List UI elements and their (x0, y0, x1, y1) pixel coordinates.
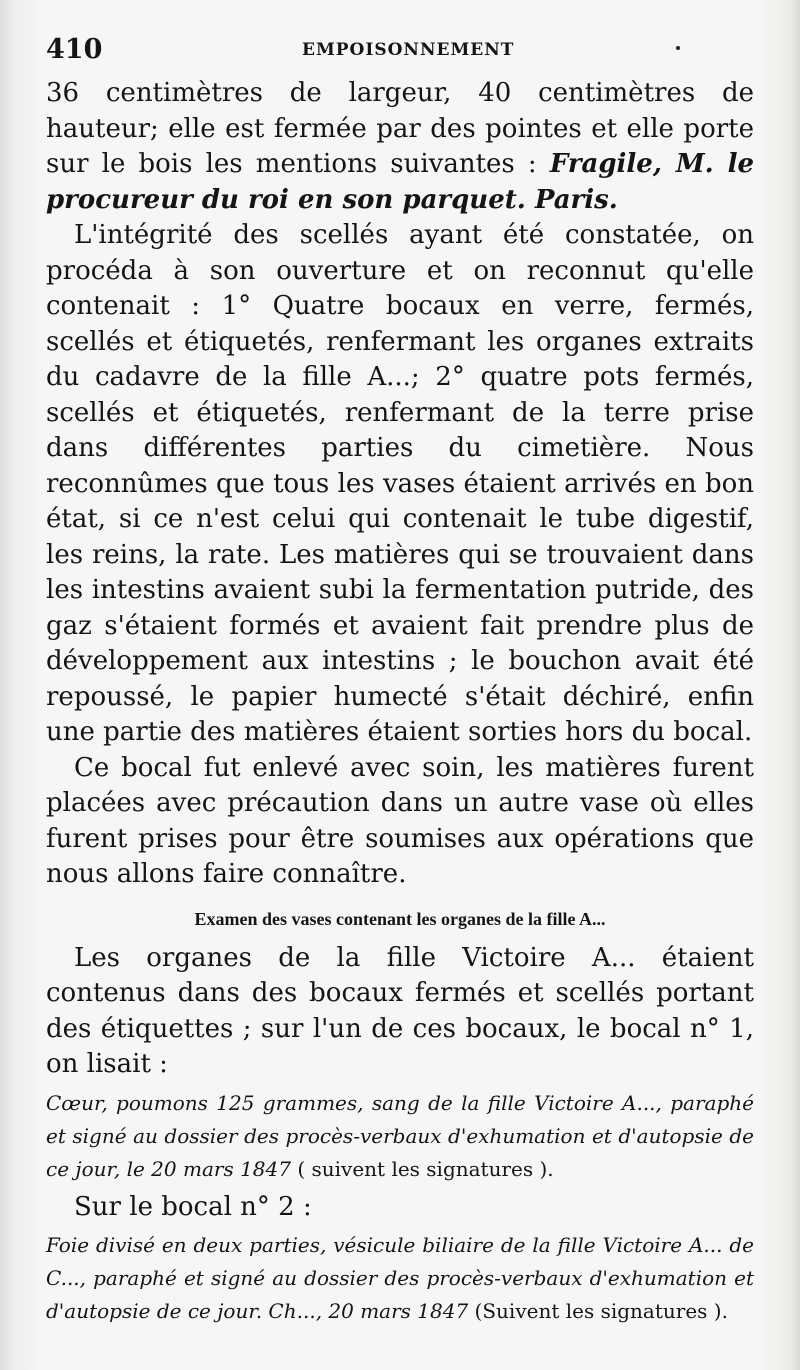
paragraph-1-text: 36 centimètres de largeur, 40 centimètres de hauteur; elle est fermée par des pointes et elle porte sur le bois les mentions suivantes : (46, 78, 754, 179)
label-bocal-1 (46, 1087, 754, 1186)
section-heading: Examen des vases contenant les organes de la fille A... (194, 908, 606, 929)
label-bocal-2 (46, 1229, 754, 1328)
ink-dot (676, 46, 680, 50)
paragraph-1-italic: Fragile, M. le procureur du roi en son parquet. Paris. (46, 149, 755, 215)
paragraph-3: Ce bocal fut enlevé avec soin, les matières furent placées avec précaution dans un autre vase où elles furent prises pour être soumises aux opérations que nous allons faire connaître. (46, 752, 754, 889)
paragraph-1 (46, 76, 754, 218)
paragraph-5: Sur le bocal n° 2 : (74, 1191, 312, 1222)
running-head: EMPOISONNEMENT (302, 40, 515, 60)
label-bocal-1-italic: Cœur, poumons 125 grammes, sang de la fille Victoire A..., paraphé et signé au dossier des procès-verbaux d'exhumation et d'autopsie de ce jour, le 20 mars 1847 (46, 1090, 754, 1181)
label-bocal-1-plain: ( suivent les signatures ). (290, 1156, 554, 1181)
page-body (46, 76, 754, 1328)
page-number: 410 (46, 34, 103, 65)
paragraph-2: L'intégrité des scellés ayant été constatée, on procéda à son ouverture et on reconnut qu'elle contenait : 1° Quatre bocaux en verre, fermés, scellés et étiquetés, renfermant les organes extraits du cadavre de la fille A...; 2° quatre pots fermés, scellés et étiquetés, renfermant de la terre prise dans différentes parties du cimetière. Nous reconnûmes que tous les vases étaient arrivés en bon état, si ce n'est celui qui contenait le tube digestif, les reins, la rate. Les matières qui se trouvaient dans les intestins avaient subi la fermentation putride, des gaz s'étaient formés et avaient fait prendre plus de développement aux intestins ; le bouchon avait été repoussé, le papier humecté s'était déchiré, enfin une partie des matières étaient sorties hors du bocal. (46, 220, 754, 747)
label-bocal-2-plain: (Suivent les signatures ). (468, 1299, 728, 1323)
page-header (46, 34, 756, 66)
label-bocal-2-italic: Foie divisé en deux parties, vésicule biliaire de la fille Victoire A... de C..., paraphé et signé au dossier des procès-verbaux d'exhumation et d'autopsie de ce jour. Ch..., 20 mars 1847 (46, 1233, 754, 1323)
paragraph-4: Les organes de la fille Victoire A... étaient contenus dans des bocaux fermés et scellés portant des étiquettes ; sur l'un de ces bocaux, le bocal n° 1, on lisait : (46, 942, 754, 1079)
